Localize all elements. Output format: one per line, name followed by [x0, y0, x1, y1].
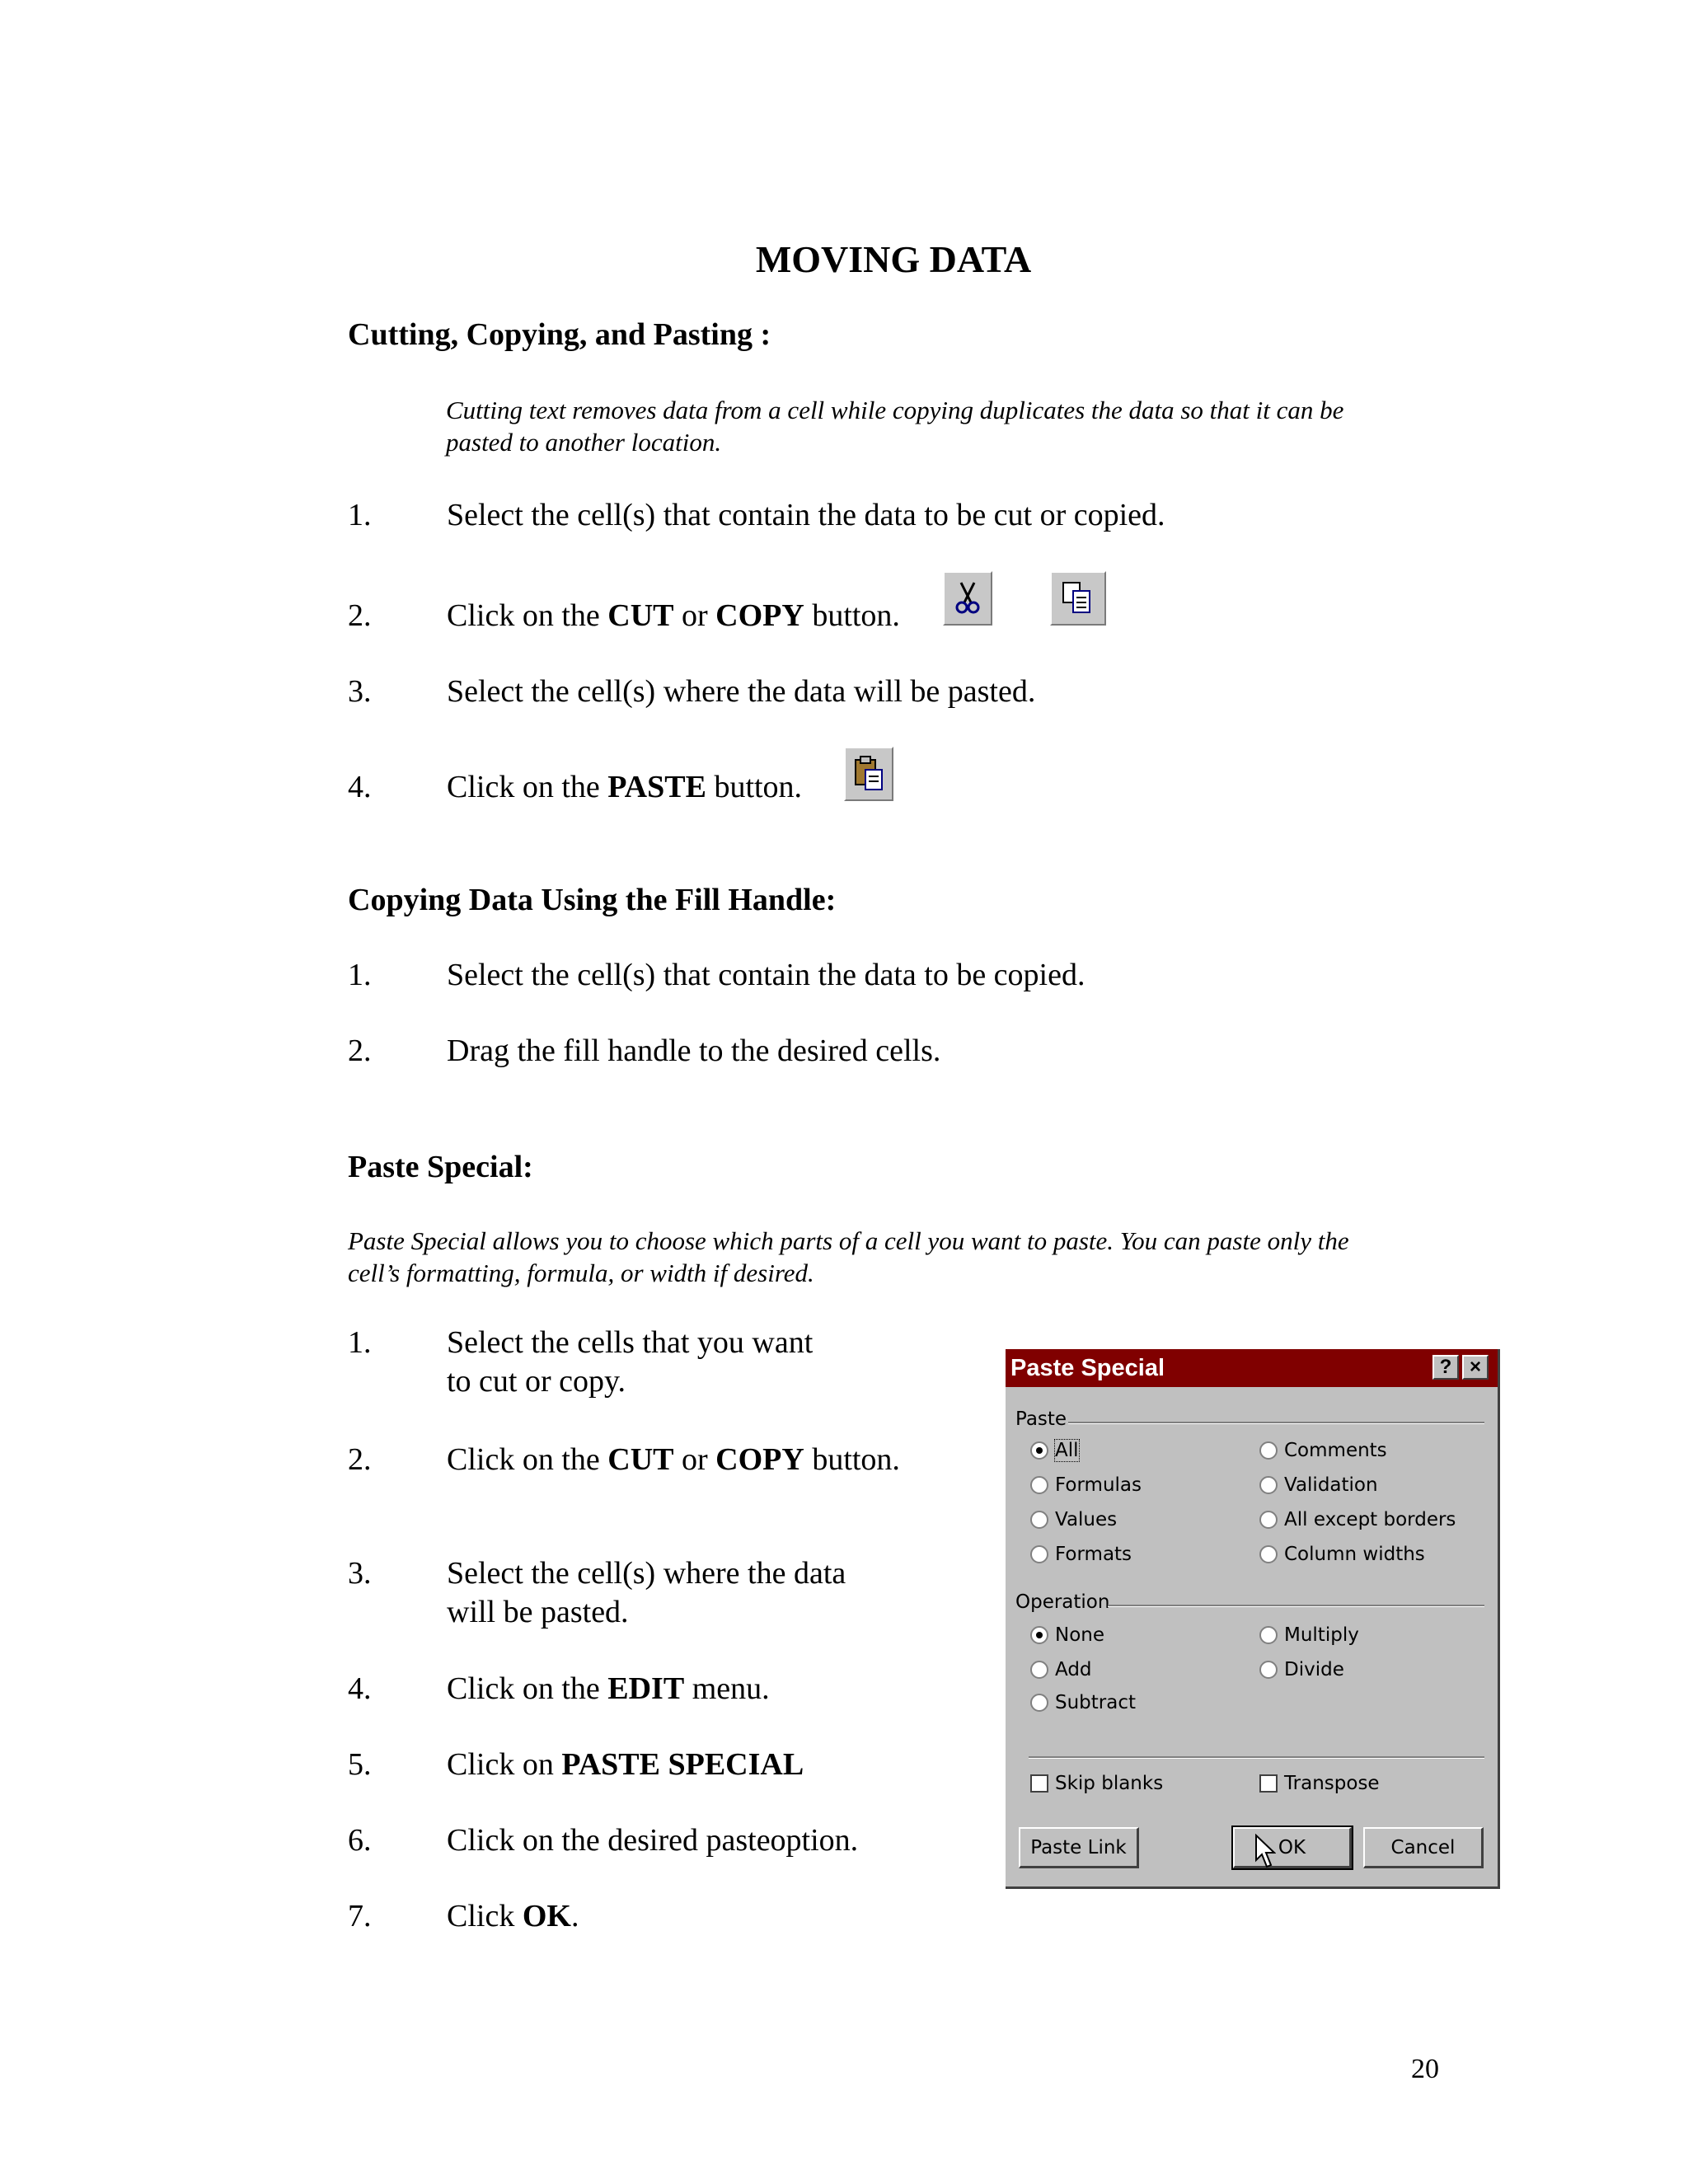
checkbox[interactable]: [1259, 1774, 1278, 1793]
step-text: Select the cells that you want to cut or copy.: [447, 1325, 814, 1399]
step-number: 2.: [348, 1033, 372, 1068]
step-text: Select the cell(s) where the data will be pasted.: [447, 674, 1036, 709]
step-number: 4.: [348, 1671, 372, 1706]
radio-button[interactable]: [1259, 1511, 1278, 1529]
step-number: 1.: [348, 958, 372, 992]
paste-link-button[interactable]: Paste Link: [1019, 1827, 1139, 1868]
ok-button[interactable]: [1233, 1827, 1352, 1868]
step-text: Click on PASTE SPECIAL: [447, 1747, 804, 1782]
step-text: Select the cell(s) that contain the data to be cut or copied.: [447, 498, 1165, 532]
cancel-button[interactable]: Cancel: [1363, 1827, 1484, 1868]
radio-button[interactable]: [1259, 1476, 1278, 1494]
step-text: Select the cell(s) where the data will be pasted.: [447, 1556, 846, 1629]
paste-special-dialog: Paste Special ? × Paste All Formulas Values Formats Comments Validation All except borders Column widths Operation None Add Subtract Multiply Divide Skip blanks Transpose Paste Link OK Cancel: [1006, 1349, 1500, 1889]
intro-line: pasted to another location.: [446, 428, 722, 457]
mouse-pointer-icon: [1254, 1834, 1276, 1870]
step-text: Drag the fill handle to the desired cells.: [447, 1033, 941, 1068]
step-text: Click on the CUT or COPY button.: [447, 598, 900, 633]
section-heading-fill-handle: Copying Data Using the Fill Handle:: [348, 883, 837, 917]
paste-group-label: Paste: [1015, 1408, 1067, 1430]
copy-icon: [1050, 571, 1106, 626]
page-number: 20: [1411, 2054, 1439, 2084]
step-text: Click on the EDIT menu.: [447, 1671, 770, 1706]
dialog-title: Paste Special: [1010, 1355, 1165, 1381]
divider: [1108, 1605, 1484, 1607]
step-number: 7.: [348, 1899, 372, 1933]
help-button[interactable]: ?: [1432, 1355, 1459, 1380]
cut-icon: [943, 571, 992, 626]
ok-label: OK: [1278, 1837, 1306, 1858]
paste-icon: [844, 747, 893, 801]
radio-button[interactable]: [1030, 1476, 1048, 1494]
page-title: MOVING DATA: [755, 238, 1032, 280]
dialog-title-bar: [1006, 1349, 1498, 1387]
radio-button[interactable]: [1030, 1661, 1048, 1679]
radio-button[interactable]: [1259, 1626, 1278, 1644]
intro-line: Paste Special allows you to choose which parts of a cell you want to paste. You can paste only the: [348, 1226, 1349, 1255]
intro-line: cell’s formatting, formula, or width if desired.: [348, 1258, 814, 1287]
intro-line: Cutting text removes data from a cell while copying duplicates the data so that it can be: [446, 396, 1344, 424]
step-text: Click OK.: [447, 1899, 579, 1933]
step-number: 6.: [348, 1823, 372, 1858]
radio-button[interactable]: [1030, 1441, 1048, 1460]
close-button[interactable]: ×: [1462, 1355, 1489, 1380]
radio-button[interactable]: [1259, 1441, 1278, 1460]
radio-button[interactable]: [1030, 1626, 1048, 1644]
step-number: 5.: [348, 1747, 372, 1782]
section-intro: [446, 394, 1343, 458]
step-number: 2.: [348, 1442, 372, 1477]
step-number: 3.: [348, 1556, 372, 1591]
section-heading-paste-special: Paste Special:: [348, 1150, 533, 1184]
radio-button[interactable]: [1259, 1661, 1278, 1679]
divider: [1068, 1422, 1484, 1424]
step-text: Select the cell(s) that contain the data to be copied.: [447, 958, 1085, 992]
step-number: 3.: [348, 674, 372, 709]
step-number: 2.: [348, 598, 372, 633]
radio-button[interactable]: [1259, 1545, 1278, 1563]
step-number: 1.: [348, 498, 372, 532]
checkbox[interactable]: [1030, 1774, 1048, 1793]
radio-button[interactable]: [1030, 1545, 1048, 1563]
divider: [1029, 1756, 1484, 1759]
step-text: Click on the desired pasteoption.: [447, 1823, 859, 1858]
step-text: Click on the PASTE button.: [447, 770, 803, 804]
step-number: 4.: [348, 770, 372, 804]
section-heading-cut-copy-paste: Cutting, Copying, and Pasting :: [348, 317, 771, 352]
step-number: 1.: [348, 1325, 372, 1360]
step-text: Click on the CUT or COPY button.: [447, 1442, 900, 1477]
section-intro: [348, 1225, 1349, 1289]
radio-button[interactable]: [1030, 1694, 1048, 1712]
operation-group-label: Operation: [1015, 1591, 1110, 1613]
radio-button[interactable]: [1030, 1511, 1048, 1529]
